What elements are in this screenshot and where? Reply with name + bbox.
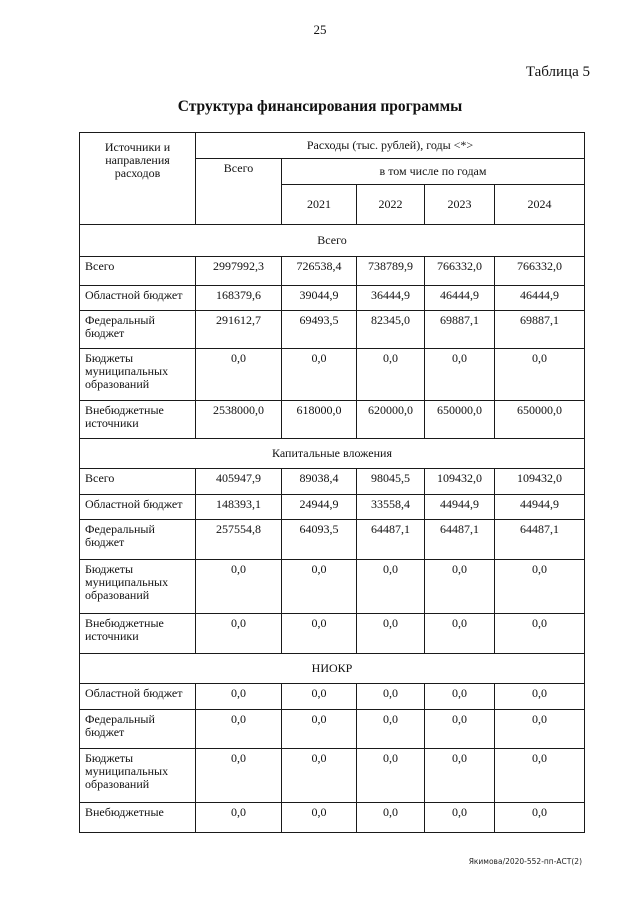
value-cell: 291612,7: [196, 311, 282, 349]
value-cell: 620000,0: [357, 401, 425, 439]
value-cell: 46444,9: [425, 286, 495, 311]
section-header-row: [80, 439, 585, 469]
value-cell: 64487,1: [495, 520, 585, 560]
table-row: [80, 803, 585, 833]
value-cell: 0,0: [357, 560, 425, 614]
header-year: 2022: [357, 185, 425, 225]
row-label: Внебюджетные источники: [80, 401, 196, 439]
header-sources: Источники и направления расходов: [80, 133, 196, 225]
value-cell: 0,0: [425, 614, 495, 654]
row-label: Всего: [80, 469, 196, 495]
value-cell: 109432,0: [495, 469, 585, 495]
value-cell: 33558,4: [357, 495, 425, 520]
value-cell: 766332,0: [495, 257, 585, 286]
value-cell: 0,0: [495, 803, 585, 833]
value-cell: 0,0: [425, 710, 495, 749]
document-title: Структура финансирования программы: [177, 98, 463, 115]
value-cell: 69493,5: [282, 311, 357, 349]
value-cell: 64487,1: [357, 520, 425, 560]
row-label: Федеральный бюджет: [80, 520, 196, 560]
value-cell: 0,0: [357, 749, 425, 803]
value-cell: 0,0: [196, 749, 282, 803]
value-cell: 0,0: [425, 560, 495, 614]
row-label: Всего: [80, 257, 196, 286]
value-cell: 0,0: [357, 614, 425, 654]
section-title: НИОКР: [80, 654, 585, 684]
value-cell: 109432,0: [425, 469, 495, 495]
footer-code: Якимова/2020-552-пп-АСТ(2): [468, 857, 582, 866]
value-cell: 0,0: [282, 803, 357, 833]
value-cell: 44944,9: [425, 495, 495, 520]
header-year: 2024: [495, 185, 585, 225]
section-title: Всего: [80, 225, 585, 257]
value-cell: 0,0: [282, 560, 357, 614]
value-cell: 64093,5: [282, 520, 357, 560]
header-year: 2021: [282, 185, 357, 225]
value-cell: 39044,9: [282, 286, 357, 311]
value-cell: 650000,0: [495, 401, 585, 439]
table-body: [80, 225, 585, 833]
value-cell: 0,0: [282, 684, 357, 710]
header-by-years: в том числе по годам: [282, 159, 585, 185]
value-cell: 618000,0: [282, 401, 357, 439]
value-cell: 148393,1: [196, 495, 282, 520]
value-cell: 82345,0: [357, 311, 425, 349]
table-label: Таблица 5: [525, 64, 590, 80]
row-label: Областной бюджет: [80, 286, 196, 311]
value-cell: 0,0: [196, 614, 282, 654]
row-label: Федеральный бюджет: [80, 710, 196, 749]
row-label: Бюджеты муниципальных образований: [80, 749, 196, 803]
value-cell: 0,0: [495, 614, 585, 654]
value-cell: 2538000,0: [196, 401, 282, 439]
table-row: [80, 257, 585, 286]
value-cell: 0,0: [495, 684, 585, 710]
row-label: Бюджеты муниципальных образований: [80, 349, 196, 401]
row-label: Бюджеты муниципальных образований: [80, 560, 196, 614]
header-expenses: Расходы (тыс. рублей), годы <*>: [196, 133, 585, 159]
value-cell: 2997992,3: [196, 257, 282, 286]
value-cell: 89038,4: [282, 469, 357, 495]
table-row: [80, 614, 585, 654]
value-cell: 0,0: [196, 684, 282, 710]
value-cell: 0,0: [282, 614, 357, 654]
financing-table: [79, 132, 585, 833]
value-cell: 0,0: [357, 710, 425, 749]
row-label: Внебюджетные: [80, 803, 196, 833]
table-row: [80, 286, 585, 311]
row-label: Областной бюджет: [80, 684, 196, 710]
value-cell: 0,0: [425, 803, 495, 833]
header-total: Всего: [196, 159, 282, 225]
table-header: [80, 133, 585, 225]
page-number: 25: [313, 22, 327, 37]
value-cell: 0,0: [425, 684, 495, 710]
value-cell: 69887,1: [495, 311, 585, 349]
value-cell: 738789,9: [357, 257, 425, 286]
value-cell: 0,0: [495, 349, 585, 401]
table-row: [80, 469, 585, 495]
value-cell: 168379,6: [196, 286, 282, 311]
value-cell: 0,0: [196, 349, 282, 401]
table-row: [80, 495, 585, 520]
value-cell: 36444,9: [357, 286, 425, 311]
value-cell: 650000,0: [425, 401, 495, 439]
value-cell: 0,0: [282, 749, 357, 803]
row-label: Внебюджетные источники: [80, 614, 196, 654]
value-cell: 0,0: [495, 710, 585, 749]
value-cell: 0,0: [282, 349, 357, 401]
value-cell: 98045,5: [357, 469, 425, 495]
table-row: [80, 349, 585, 401]
value-cell: 0,0: [495, 749, 585, 803]
section-header-row: [80, 654, 585, 684]
value-cell: 0,0: [357, 349, 425, 401]
section-header-row: [80, 225, 585, 257]
value-cell: 0,0: [495, 560, 585, 614]
value-cell: 46444,9: [495, 286, 585, 311]
value-cell: 24944,9: [282, 495, 357, 520]
section-title: Капитальные вложения: [80, 439, 585, 469]
value-cell: 0,0: [425, 349, 495, 401]
value-cell: 0,0: [282, 710, 357, 749]
table-row: [80, 311, 585, 349]
table-row: [80, 684, 585, 710]
value-cell: 766332,0: [425, 257, 495, 286]
table-row: [80, 401, 585, 439]
value-cell: 0,0: [196, 560, 282, 614]
value-cell: 0,0: [357, 803, 425, 833]
value-cell: 0,0: [196, 710, 282, 749]
table-row: [80, 560, 585, 614]
table-row: [80, 710, 585, 749]
value-cell: 726538,4: [282, 257, 357, 286]
table-row: [80, 749, 585, 803]
header-year: 2023: [425, 185, 495, 225]
row-label: Областной бюджет: [80, 495, 196, 520]
value-cell: 257554,8: [196, 520, 282, 560]
value-cell: 405947,9: [196, 469, 282, 495]
table-row: [80, 520, 585, 560]
row-label: Федеральный бюджет: [80, 311, 196, 349]
value-cell: 44944,9: [495, 495, 585, 520]
value-cell: 0,0: [196, 803, 282, 833]
value-cell: 64487,1: [425, 520, 495, 560]
value-cell: 69887,1: [425, 311, 495, 349]
value-cell: 0,0: [357, 684, 425, 710]
value-cell: 0,0: [425, 749, 495, 803]
